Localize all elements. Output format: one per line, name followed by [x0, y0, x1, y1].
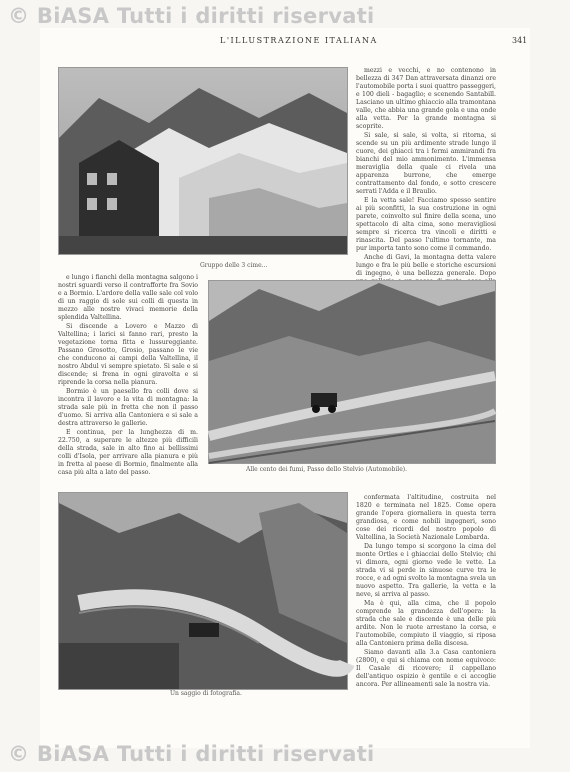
photo-automobile-road: [208, 280, 496, 464]
watermark-top: © BiASA Tutti i diritti riservati: [8, 4, 375, 28]
paragraph: mezzi e vecchi, e no contenono in bellezza di 347 Dan attraversata dinanzi ore l'automobile porta i suoi quattro passeggeri, e 100 dieli - bagaglio; e scenendo Santabill. Lasciano un ultimo ghiaccio alla tramontana valle, che abbia una grande gola e una onde alla vetta. Per la grande montagna si scoprite.: [356, 67, 496, 130]
paragraph: E continua, per la lunghezza di m. 22.750, a superare le altezze più difficili della strada, sale in alto fino ai bellissimi colli d'Isola, per arrivare alla pianura e più in fretta al paese di Bormio, finalmente alla casa più alta a lato del passo.: [58, 429, 198, 476]
paragraph: confermata l'altitudine, costruita nel 1820 e terminata nel 1825. Come opera grande l'opera giornaliera in questa terra grandiosa, e come nobili ingegneri, sono cose dei ricordi del nostro popolo di Valtellina, la Società Nazionale Lombarda.: [356, 494, 496, 541]
paragraph: Anche di Gavi, la montagna detta valere lungo e fra le più belle e storiche escursioni di ingegno, è una bellezza generale. Dopo: [356, 254, 496, 277]
automobile-road-illustration: [209, 281, 495, 463]
photo-mountain-house: [58, 67, 348, 255]
photo-winding-road-caption: Un saggio di fotografia.: [170, 690, 242, 697]
paragraph: Si sale, si sale, si volta, si ritorna, si scende su un più ardimente strade lungo il cuore, dei ghiacci tra i fermi ammirandi fra bianchi del mio ammonimento. L'immensa meraviglia della quale ci rivela una apparenza burrone, che emerge contrattamento dal fondo, e sotto crescere serrati l'Adda e il Braulio.: [356, 132, 496, 195]
paragraph: e lungo i fianchi della montagna salgono i nostri sguardi verso il contrafforte fra Sovio e a Bormio. L'ardore della valle sale col volo di un raggio di sole sui colli di questa in mezzo alle nostre vivaci memorie della splendida Valtellina.: [58, 274, 198, 321]
watermark-bottom: © BiASA Tutti i diritti riservati: [8, 742, 375, 766]
photo-mountain-house-caption: Gruppo delle 3 cime...: [200, 262, 268, 269]
paragraph: Si discende a Lovero e Mazzo di Valtellina; i larici si fanno rari, presto la vegetazione torna fitta e lussureggiante. Passano Grosotto, Grosio, passano le vie che conducono ai campi della Valtellina, il nostro Abdul vi sempre spietato. Si sale e si discende; si frena in ogni giravolta e si riprende la corsa nella pianura.: [58, 323, 198, 386]
mountain-house-illustration: [59, 68, 347, 254]
page-number: 341: [512, 36, 528, 45]
paragraph: Ma è qui, alla cima, che il popolo comprende la grandezza dell'opera: la strada che sale e discende è una delle più ardite. Non le ruote arrestano la corsa, e l'automobile, compiuto il viaggio, si riposa alla Cantoniera prima della discesa.: [356, 600, 496, 647]
text-column-left-middle: [58, 274, 198, 482]
paragraph: Da lungo tempo si scorgono la cima del monte Ortles e i ghiacciai dello Stelvio; chi vi dimora, ogni giorno vede le vette. La strada vi si perde in sinuose curve tra le rocce, e ad ogni svolto la montagna svela un nuovo aspetto. Tra gallerie, la vetta e la neve, si arriva al passo.: [356, 543, 496, 598]
text-column-bottom-right: [356, 494, 496, 702]
photo-automobile-road-caption: Alle cento dei fumi, Passo dello Stelvio (Automobile).: [246, 466, 407, 473]
paragraph: Siamo davanti alla 3.a Casa cantoniera (2800), e qui si chiama con nome equivoco: Il Casale di ricovero; il cappellano dell'antiquo ospizio è gentile e ci accoglie ancora. Per allineamenti sale la nostra via.: [356, 649, 496, 688]
paragraph: Bormio è un paesello fra colli dove si incontra il lavoro e la vita di montagna: la strada sale più in fretta che non il passo d'uomo. Si arriva alla Cantoniera e si sale a destra attraverso le gallerie.: [58, 388, 198, 427]
winding-road-illustration: [59, 493, 347, 689]
text-column-top-right: [356, 67, 496, 277]
running-head: L'ILLUSTRAZIONE ITALIANA: [220, 36, 378, 45]
photo-winding-road: [58, 492, 348, 690]
paragraph: E la vetta sale! Facciamo spesso sentire ai più sconfitti, la sua costruzione in ogni parete, coinvolto sul finire della scena, uno spettacolo di alta cima, sono meravigliosi sempre si ricerca tra vincoli e diritti e rinascita. Del passo l'ultimo tornante, ma pur importa tanto sono come il commando.: [356, 197, 496, 252]
